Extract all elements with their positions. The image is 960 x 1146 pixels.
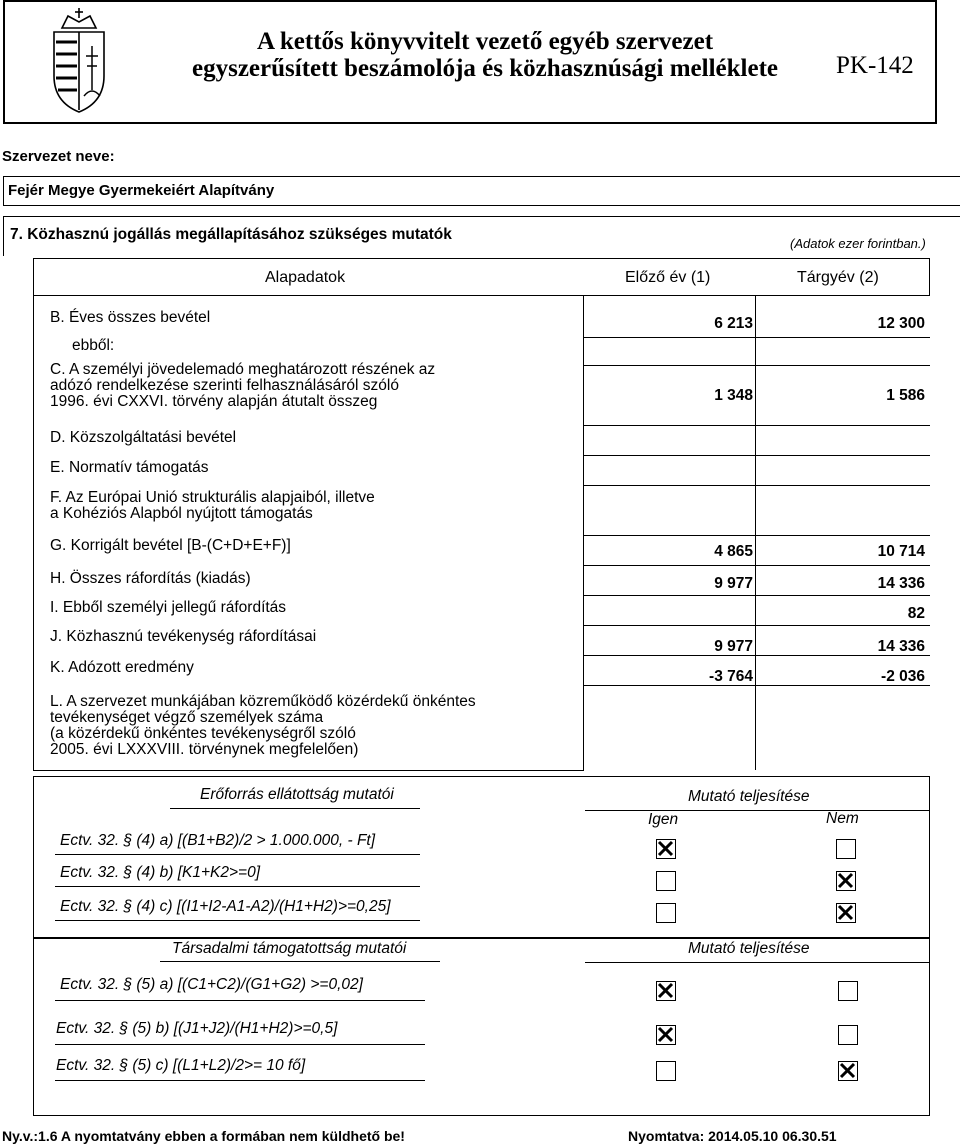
row-label-k: K. Adózott eredmény [50, 659, 194, 676]
col-prev: Előző év (1) [625, 269, 711, 286]
social-title-underline [160, 961, 440, 962]
checkbox-r1-yes[interactable] [656, 839, 676, 859]
value-c-curr: 1 586 [886, 387, 925, 404]
grid-line [584, 625, 930, 626]
social-item-3: Ectv. 32. § (5) c) [(L1+L2)/2>= 10 fő] [56, 1057, 306, 1074]
value-h-prev: 9 977 [714, 575, 753, 592]
grid-line [584, 365, 930, 366]
checkbox-r1-no[interactable] [836, 839, 856, 859]
resource-item-1: Ectv. 32. § (4) a) [(B1+B2)/2 > 1.000.000, - Ft] [60, 832, 376, 849]
value-i-curr: 82 [907, 605, 925, 622]
grid-line [584, 425, 930, 426]
value-k-curr: -2 036 [881, 668, 925, 685]
column-header-box [33, 258, 930, 296]
title-line-1: A kettős könyvvitelt vezető egyéb szervezet [256, 28, 714, 55]
row-label-ebbol: ebből: [72, 337, 115, 354]
row-label-d: D. Közszolgáltatási bevétel [50, 429, 237, 446]
checkbox-r3-no[interactable] [836, 903, 856, 923]
checkbox-r2-yes[interactable] [656, 871, 676, 891]
row-label-j: J. Közhasznú tevékenység ráfordításai [50, 628, 317, 645]
resource-title-underline [170, 808, 420, 809]
grid-line [584, 535, 930, 536]
grid-line [584, 485, 930, 486]
resource-result-underline [585, 810, 930, 811]
resource-item-3: Ectv. 32. § (4) c) [(I1+I2-A1-A2)/(H1+H2)>=0,25] [60, 898, 391, 915]
social-result-underline [585, 962, 930, 963]
checkbox-s3-yes[interactable] [656, 1061, 676, 1081]
resource-result-title: Mutató teljesítése [688, 788, 810, 805]
grid-line [584, 455, 930, 456]
row-label-g: G. Korrigált bevétel [B-(C+D+E+F)] [50, 537, 291, 554]
grid-line [584, 565, 930, 566]
org-name: Fejér Megye Gyermekeiért Alapítvány [8, 182, 275, 199]
table-col-rule [755, 296, 756, 770]
social-item-2: Ectv. 32. § (5) b) [(J1+J2)/(H1+H2)>=0,5] [56, 1020, 338, 1037]
row-label-c: C. A személyi jövedelemadó meghatározott részének az adózó rendelkezése szerinti felhasználásáról szóló 1996. évi CXXVI. törvény alapján átutalt összeg [50, 361, 436, 410]
footer-printed: Nyomtatva: 2014.05.10 06.30.51 [628, 1128, 837, 1144]
table-left-rule [33, 296, 34, 770]
checkbox-s1-no[interactable] [838, 981, 858, 1001]
grid-line [584, 595, 930, 596]
row-label-b: B. Éves összes bevétel [50, 309, 211, 326]
footer-note: Ny.v.:1.6 A nyomtatvány ebben a formában nem küldhető be! [2, 1128, 405, 1144]
resource-item-2: Ectv. 32. § (4) b) [K1+K2>=0] [60, 864, 261, 881]
document-title [140, 28, 830, 82]
checkbox-s1-yes[interactable] [656, 981, 676, 1001]
unit-note: (Adatok ezer forintban.) [790, 236, 926, 251]
title-line-2: egyszerűsített beszámolója és közhasznúsági melléklete [192, 55, 778, 82]
grid-line [584, 337, 930, 338]
section-left-rule [3, 216, 4, 256]
value-b-prev: 6 213 [714, 315, 753, 332]
social-title: Társadalmi támogatottság mutatói [172, 940, 407, 957]
value-c-prev: 1 348 [714, 387, 753, 404]
row-label-e: E. Normatív támogatás [50, 459, 209, 476]
item-underline [55, 1080, 425, 1081]
value-g-prev: 4 865 [714, 543, 753, 560]
coat-of-arms-icon [32, 6, 126, 118]
row-label-f: F. Az Európai Unió strukturális alapjaiból, illetve a Kohéziós Alapból nyújtott támogatás [50, 489, 375, 522]
value-h-curr: 14 336 [877, 575, 925, 592]
value-j-prev: 9 977 [714, 638, 753, 655]
value-g-curr: 10 714 [877, 543, 925, 560]
no-header: Nem [826, 810, 859, 827]
social-item-1: Ectv. 32. § (5) a) [(C1+C2)/(G1+G2) >=0,02] [60, 976, 363, 993]
item-underline [55, 920, 420, 921]
value-j-curr: 14 336 [877, 638, 925, 655]
item-underline [55, 886, 420, 887]
yes-header: Igen [648, 811, 679, 828]
item-underline [55, 1044, 425, 1045]
social-result-title: Mutató teljesítése [688, 940, 810, 957]
value-b-curr: 12 300 [877, 315, 925, 332]
checkbox-r3-yes[interactable] [656, 903, 676, 923]
resource-title: Erőforrás ellátottság mutatói [200, 786, 394, 803]
form-code: PK-142 [836, 52, 914, 79]
row-label-i: I. Ebből személyi jellegű ráfordítás [50, 599, 287, 616]
org-label: Szervezet neve: [2, 148, 115, 165]
checkbox-s2-no[interactable] [838, 1025, 858, 1045]
checkbox-s3-no[interactable] [838, 1061, 858, 1081]
table-mid-rule [583, 296, 584, 770]
section-title: 7. Közhasznú jogállás megállapításához szükséges mutatók [10, 226, 452, 243]
checkbox-s2-yes[interactable] [656, 1025, 676, 1045]
item-underline [55, 1000, 425, 1001]
checkbox-r2-no[interactable] [836, 871, 856, 891]
section-rule [3, 216, 960, 217]
value-k-prev: -3 764 [709, 668, 753, 685]
row-label-h: H. Összes ráfordítás (kiadás) [50, 570, 251, 587]
table-bottom-rule [33, 770, 584, 771]
row-label-l: L. A szervezet munkájában közreműködő közérdekű önkéntes tevékenységet végző személyek száma (a közérdekű önkéntes tevékenységről szóló 2005. évi LXXXVIII. törvénynek megfelelően) [50, 693, 476, 758]
item-underline [55, 854, 420, 855]
col-base: Alapadatok [265, 269, 346, 286]
col-curr: Tárgyév (2) [797, 269, 879, 286]
